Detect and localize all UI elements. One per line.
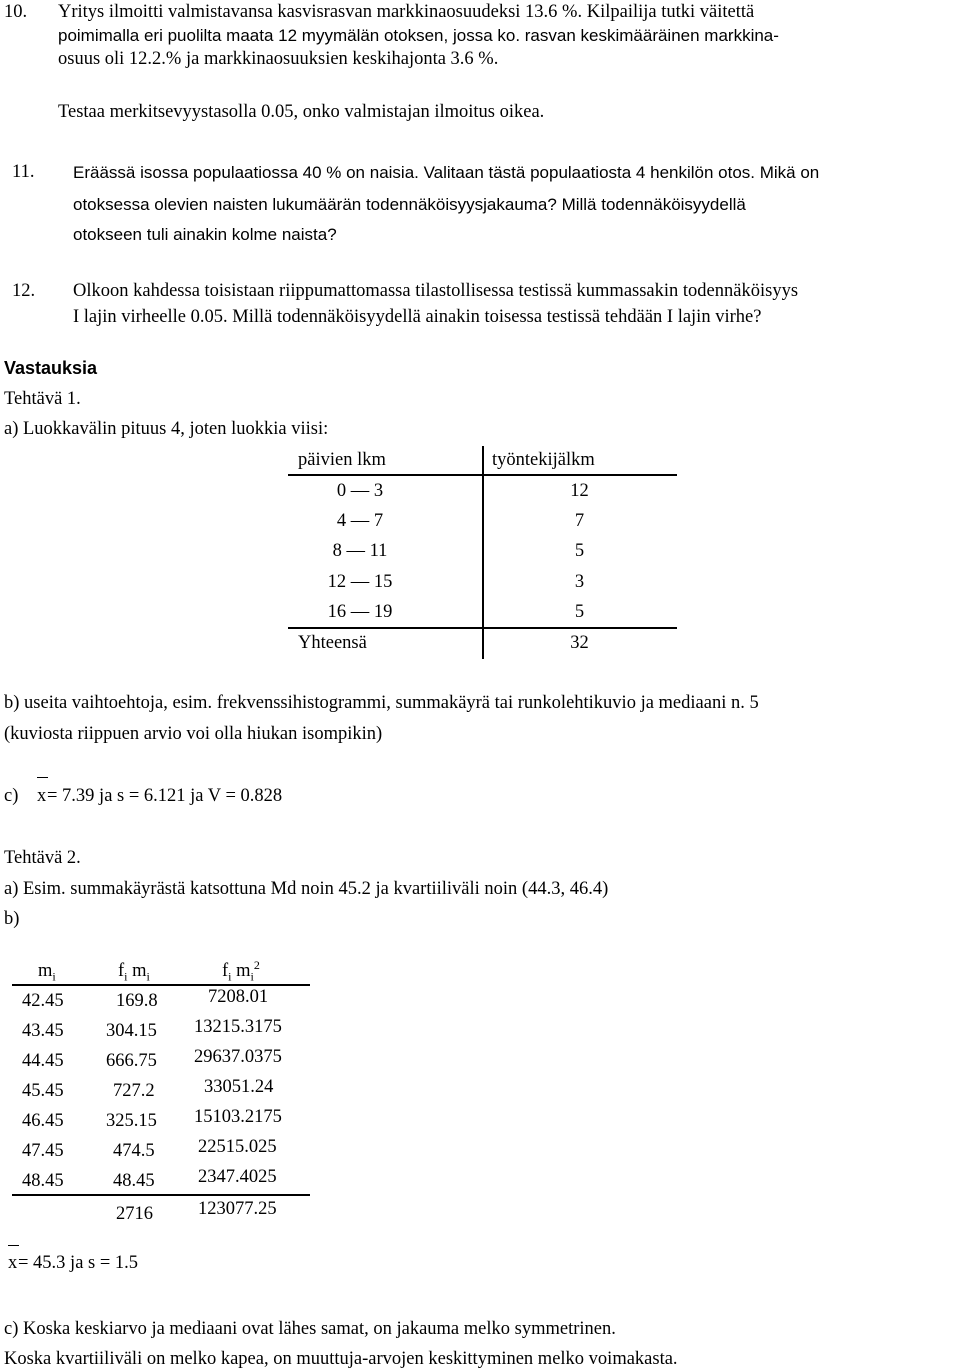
task-2-b: b) xyxy=(4,909,20,929)
problem-10-task: Testaa merkitsevyystasolla 0.05, onko valmistajan ilmoitus oikea. xyxy=(58,102,545,122)
problem-11-line-2: otoksessa olevien naisten lukumäärän todennäköisyysjakauma? Millä todennäköisyydellä xyxy=(73,195,746,214)
problem-11-line-1: Eräässä isossa populaatiossa 40 % on naisia. Valitaan tästä populaatiosta 4 henkilön otos. Mikä on xyxy=(73,163,820,182)
row-5-fimi2: 15103.2175 xyxy=(194,1107,282,1127)
row-6-fimi: 474.5 xyxy=(113,1141,155,1161)
col-header-fimi2: $f_i$ $m_i^2$ xyxy=(222,957,260,984)
row-4-fimi: 727.2 xyxy=(113,1081,155,1101)
task-1-c-label: c) xyxy=(4,786,19,806)
problem-10-number: 10. xyxy=(4,2,28,22)
row-7-mi: 48.45 xyxy=(22,1171,64,1191)
row-6-mi: 47.45 xyxy=(22,1141,64,1161)
table-header-days: päivien lkm xyxy=(298,450,386,470)
problem-10-line-1: Yritys ilmoitti valmistavansa kasvisrasvan markkinaosuudeksi 13.6 %. Kilpailija tutki väitettä xyxy=(58,2,755,22)
task-2-a: a) Esim. summakäyrästä katsottuna Md noin 45.2 ja kvartiiliväli noin (44.3, 46.4) xyxy=(4,879,609,899)
task-1-title: Tehtävä 1. xyxy=(4,389,81,409)
task-1-b-line-2: (kuviosta riippuen arvio voi olla hiukan isompikin) xyxy=(4,724,383,744)
table-total-label: Yhteensä xyxy=(298,633,367,653)
xbar-overline-2 xyxy=(8,1245,19,1246)
answers-heading: Vastauksia xyxy=(4,358,98,378)
table-row-2-count: 7 xyxy=(574,511,585,531)
row-5-mi: 46.45 xyxy=(22,1111,64,1131)
row-1-fimi2: 7208.01 xyxy=(208,987,269,1007)
problem-12-line-2: I lajin virheelle 0.05. Millä todennäköisyydellä ainakin toisessa testissä tehdään I lajin virhe? xyxy=(73,307,762,327)
table-row-1-count: 12 xyxy=(570,481,589,501)
problem-12-line-1: Olkoon kahdessa toisistaan riippumattomassa tilastollisessa testissä kummassakin todennäköisyys xyxy=(73,281,799,301)
task-2-title: Tehtävä 2. xyxy=(4,848,81,868)
row-2-fimi2: 13215.3175 xyxy=(194,1017,282,1037)
task-2-xbar-values: = 45.3 ja s = 1.5 xyxy=(18,1253,139,1273)
task-1-c-values: = 7.39 ja s = 6.121 ja V = 0.828 xyxy=(47,786,283,806)
col-header-fimi: $f_i$ $m_i$ xyxy=(118,961,150,984)
moments-header-rule xyxy=(12,984,310,986)
xbar-overline-1 xyxy=(37,777,48,778)
row-3-fimi: 666.75 xyxy=(106,1051,157,1071)
table-header-workers: työntekijälkm xyxy=(492,450,595,470)
row-6-fimi2: 22515.025 xyxy=(198,1137,277,1157)
row-5-fimi: 325.15 xyxy=(106,1111,157,1131)
row-2-fimi: 304.15 xyxy=(106,1021,157,1041)
task-1-a: a) Luokkavälin pituus 4, joten luokkia viisi: xyxy=(4,419,329,439)
sum-fimi: 2716 xyxy=(116,1204,153,1224)
col-header-mi: $m_i$ xyxy=(38,961,56,984)
row-1-fimi: 169.8 xyxy=(116,991,158,1011)
sum-fimi2: 123077.25 xyxy=(198,1199,277,1219)
row-4-mi: 45.45 xyxy=(22,1081,64,1101)
task-2-c-line-1: c) Koska keskiarvo ja mediaani ovat lähes samat, on jakauma melko symmetrinen. xyxy=(4,1319,616,1339)
row-2-mi: 43.45 xyxy=(22,1021,64,1041)
table-row-4-days: 12 — 15 xyxy=(327,572,393,592)
table-row-3-days: 8 — 11 xyxy=(332,541,388,561)
task-2-c-line-2: Koska kvartiiliväli on melko kapea, on muuttuja-arvojen keskittyminen melko voimakasta. xyxy=(4,1349,678,1369)
moments-sum-rule xyxy=(12,1194,310,1196)
problem-11-line-3: otokseen tuli ainakin kolme naista? xyxy=(73,225,337,244)
table-total-value: 32 xyxy=(570,633,589,653)
problem-10-line-3: osuus oli 12.2.% ja markkinaosuuksien keskihajonta 3.6 %. xyxy=(58,49,499,69)
table-row-3-count: 5 xyxy=(574,541,585,561)
task-2-xbar: x xyxy=(8,1253,18,1273)
problem-12-number: 12. xyxy=(12,281,36,301)
table-header-rule xyxy=(288,474,677,476)
task-1-b-line-1: b) useita vaihtoehtoja, esim. frekvenssihistogrammi, summakäyrä tai runkolehtikuvio ja mediaani n. 5 xyxy=(4,693,759,713)
table-row-1-days: 0 — 3 xyxy=(336,481,384,501)
row-3-mi: 44.45 xyxy=(22,1051,64,1071)
row-7-fimi2: 2347.4025 xyxy=(198,1167,277,1187)
table-row-5-days: 16 — 19 xyxy=(327,602,393,622)
row-1-mi: 42.45 xyxy=(22,991,64,1011)
row-7-fimi: 48.45 xyxy=(113,1171,155,1191)
table-row-2-days: 4 — 7 xyxy=(336,511,384,531)
table-row-5-count: 5 xyxy=(574,602,585,622)
table-row-4-count: 3 xyxy=(574,572,585,592)
problem-11-number: 11. xyxy=(12,162,35,182)
problem-10-line-2: poimimalla eri puolilta maata 12 myymälän otoksen, jossa ko. rasvan keskimääräinen markkina- xyxy=(58,26,779,45)
row-4-fimi2: 33051.24 xyxy=(204,1077,274,1097)
task-1-c-xbar: x xyxy=(37,786,47,806)
table-total-rule xyxy=(288,627,677,629)
row-3-fimi2: 29637.0375 xyxy=(194,1047,282,1067)
